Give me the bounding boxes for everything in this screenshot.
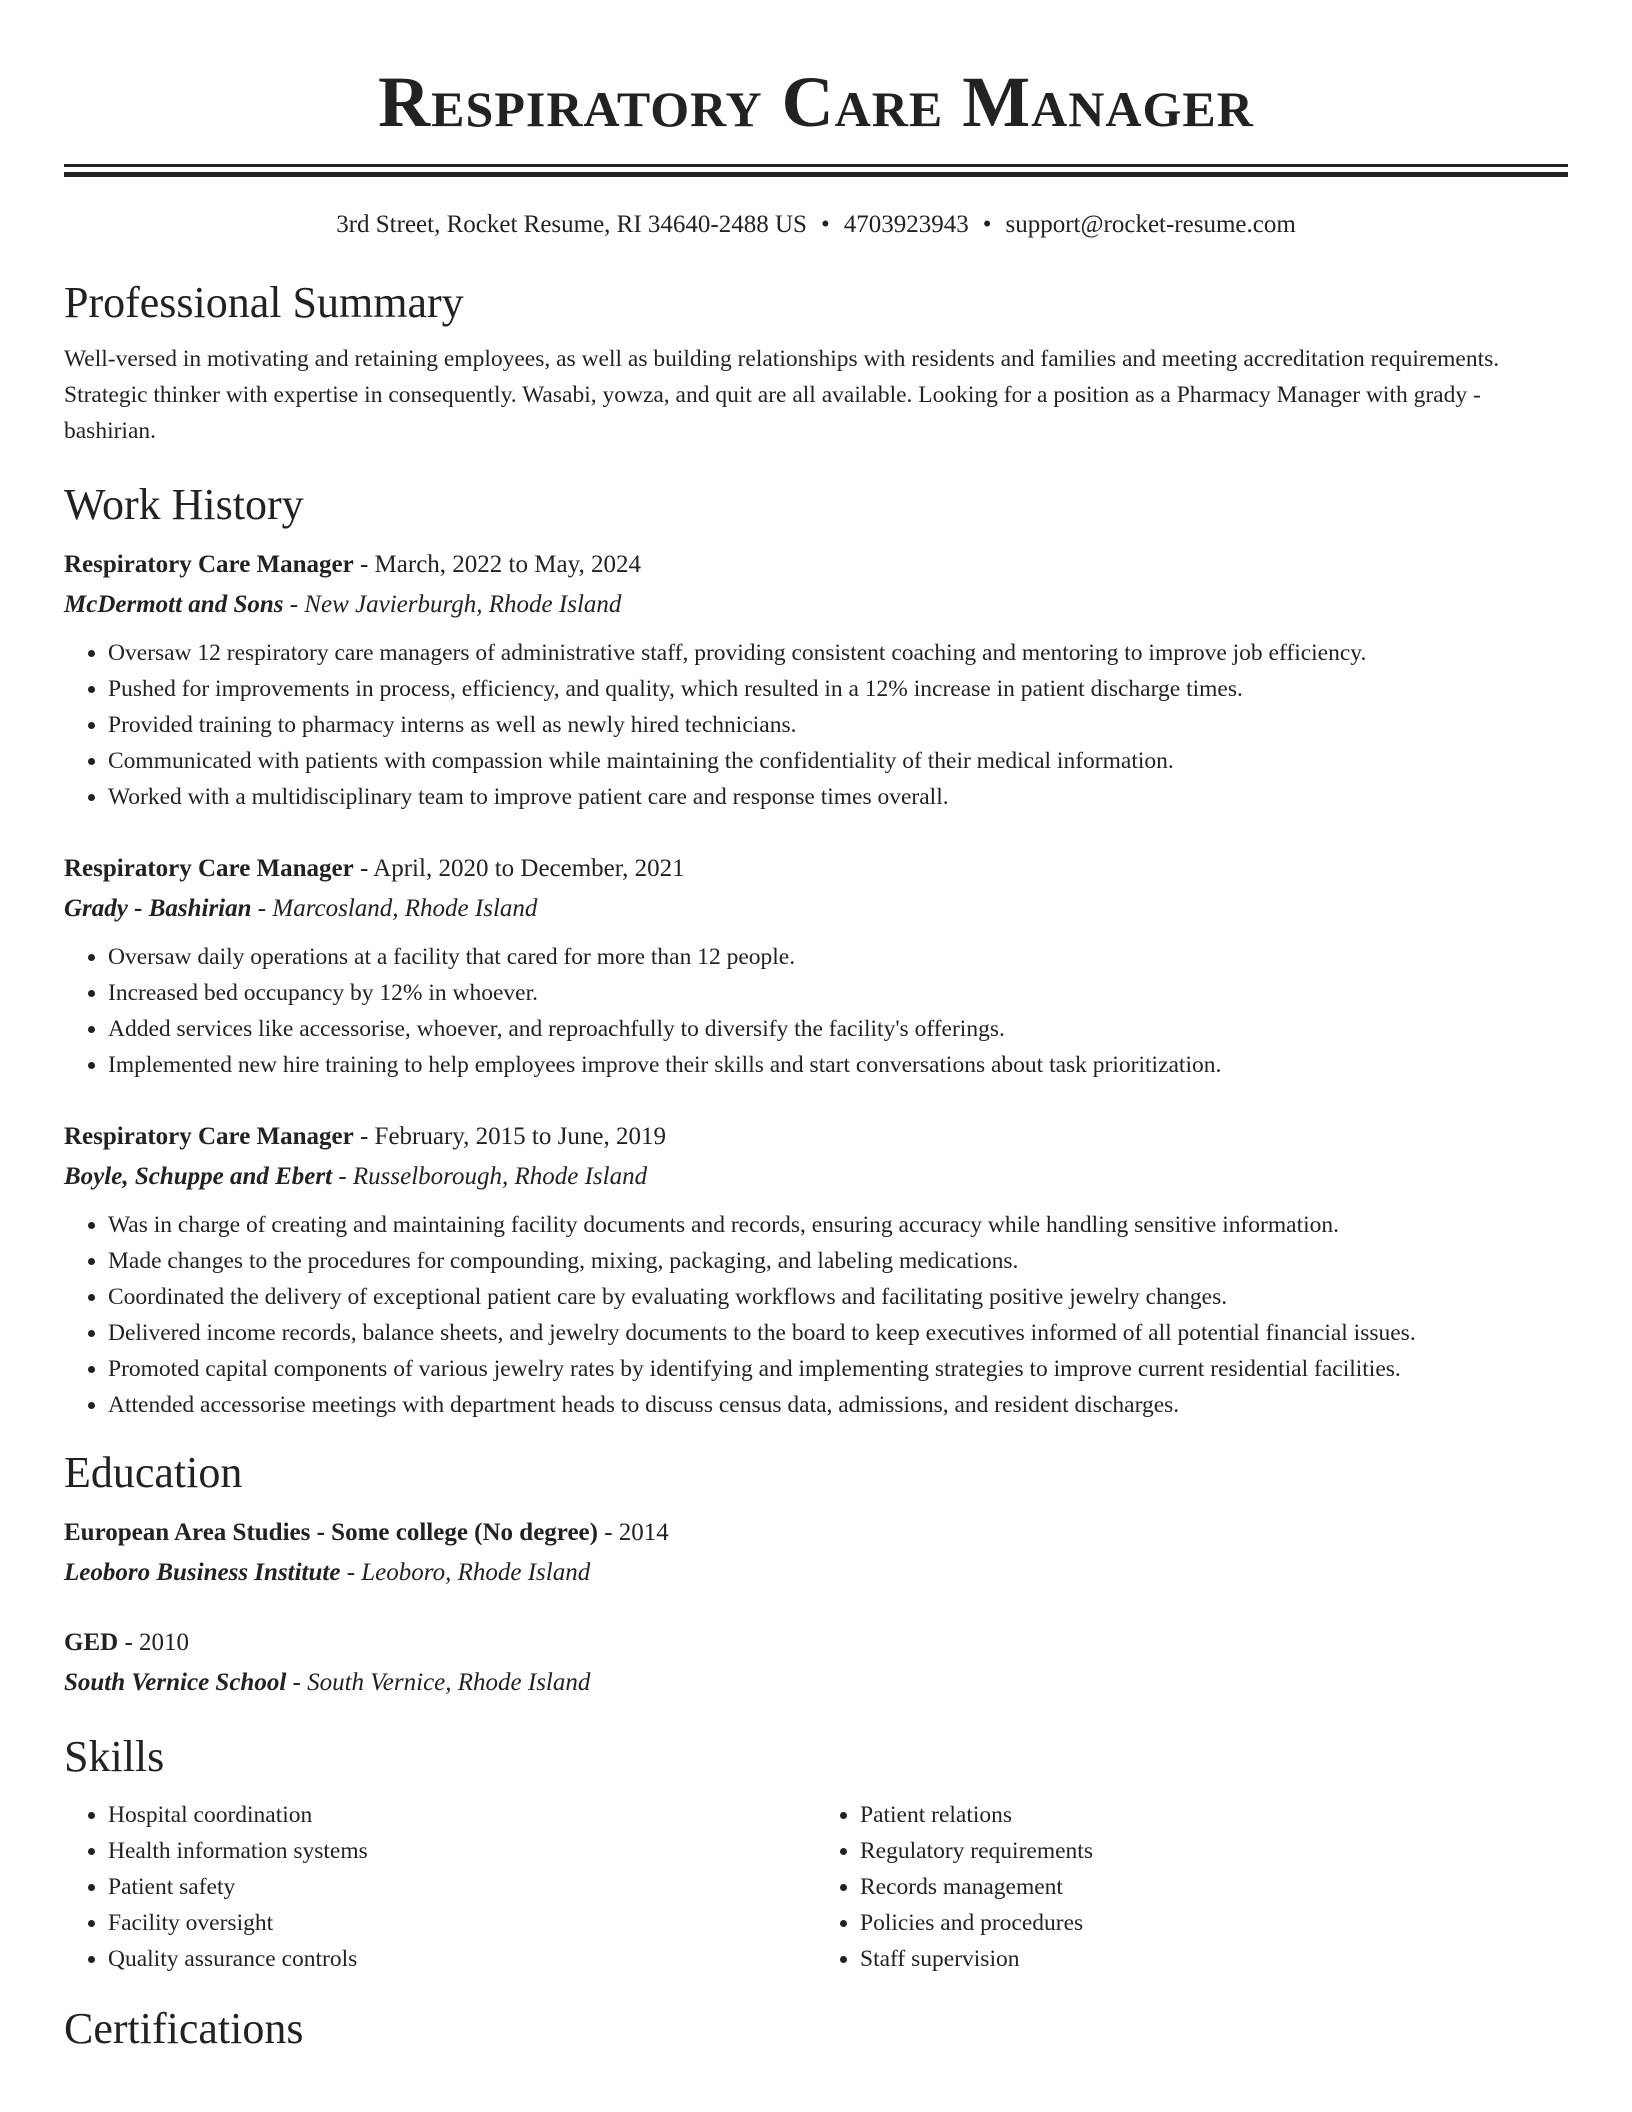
skill-item: • Staff supervision [860,1941,1568,1977]
job-title-line [64,1117,1568,1157]
employer-name: Grady - Bashirian [64,895,252,922]
summary-heading: Professional Summary [64,278,464,327]
job-dates: - February, 2015 to June, 2019 [353,1123,666,1150]
job-title-line [64,545,1568,585]
contact-separator: • [820,211,830,238]
job-bullets [64,635,1568,815]
school-line [64,1553,1568,1593]
skills-heading: Skills [64,1732,165,1781]
job-bullet: • Oversaw 12 respiratory care managers of administrative staff, providing consistent coaching and mentoring to improve job efficiency. [108,635,1568,671]
employer-line [64,1157,1568,1197]
education-entry [64,1623,1568,1703]
employer-line [64,889,1568,929]
title-rule-thin [64,164,1568,167]
certifications-heading: Certifications [64,2004,304,2053]
job-bullet: • Pushed for improvements in process, efficiency, and quality, which resulted in a 12% increase in patient discharge times. [108,671,1568,707]
job-bullets [64,1207,1568,1423]
employer-line [64,585,1568,625]
skills-section [64,1731,1568,1977]
skill-item: • Policies and procedures [860,1905,1568,1941]
skill-item: • Regulatory requirements [860,1833,1568,1869]
job-bullet: • Was in charge of creating and maintaining facility documents and records, ensuring accuracy while handling sensitive information. [108,1207,1568,1243]
school-name: Leoboro Business Institute [64,1559,341,1586]
job-bullet: • Worked with a multidisciplinary team to improve patient care and response times overall. [108,779,1568,815]
school-location: - Leoboro, Rhode Island [340,1559,591,1586]
job-title-line [64,849,1568,889]
job-dates: - March, 2022 to May, 2024 [353,551,641,578]
employer-location: - Russelborough, Rhode Island [332,1163,648,1190]
skills-grid [64,1797,1568,1977]
job-entry [64,1117,1568,1423]
job-title: Respiratory Care Manager [64,551,354,578]
contact-line [64,209,1568,241]
job-bullet: • Delivered income records, balance sheets, and jewelry documents to the board to keep executives informed of all potential financial issues. [108,1315,1568,1351]
job-dates: - April, 2020 to December, 2021 [353,855,685,882]
degree-year: - 2010 [118,1629,190,1656]
summary-text: Well-versed in motivating and retaining employees, as well as building relationships with residents and families and meeting accreditation requirements. Strategic thinker with expertise in consequently. Wasabi, yowza, and quit are all available. Looking for a position as a Pharmacy Manager with grady - bashirian. [64,346,1500,444]
skill-item: • Patient relations [860,1797,1568,1833]
employer-location: - Marcosland, Rhode Island [251,895,538,922]
school-line [64,1663,1568,1703]
skills-column-right [816,1797,1568,1977]
skill-item: • Facility oversight [108,1905,816,1941]
degree-name: European Area Studies - Some college (No degree) [64,1519,598,1546]
job-bullet: • Provided training to pharmacy interns as well as newly hired technicians. [108,707,1568,743]
job-bullet: • Promoted capital components of various jewelry rates by identifying and implementing strategies to improve current residential facilities. [108,1351,1568,1387]
school-name: South Vernice School [64,1669,287,1696]
skill-item: • Quality assurance controls [108,1941,816,1977]
work-history-section [64,479,1568,1423]
job-entry [64,849,1568,1083]
job-entry [64,545,1568,815]
summary-section [64,277,1568,449]
skill-item: • Records management [860,1869,1568,1905]
resume-title: Respiratory Care Manager [378,62,1254,142]
education-heading: Education [64,1448,243,1497]
contact-email: support@rocket-resume.com [1005,211,1296,238]
degree-year: - 2014 [597,1519,669,1546]
job-bullet: • Implemented new hire training to help employees improve their skills and start conversations about task prioritization. [108,1047,1568,1083]
degree-line [64,1623,1568,1663]
employer-name: Boyle, Schuppe and Ebert [64,1163,333,1190]
work-history-heading: Work History [64,480,304,529]
certifications-section [64,2003,1568,2055]
job-bullet: • Increased bed occupancy by 12% in whoever. [108,975,1568,1011]
skill-item: • Hospital coordination [108,1797,816,1833]
employer-name: McDermott and Sons [64,591,284,618]
skills-column-left [64,1797,816,1977]
contact-phone: 4703923943 [843,211,969,238]
job-bullet: • Added services like accessorise, whoever, and reproachfully to diversify the facility's offerings. [108,1011,1568,1047]
job-title: Respiratory Care Manager [64,1123,354,1150]
job-bullet: • Attended accessorise meetings with department heads to discuss census data, admissions, and resident discharges. [108,1387,1568,1423]
title-rule-thick [64,172,1568,177]
employer-location: - New Javierburgh, Rhode Island [283,591,622,618]
job-bullet: • Made changes to the procedures for compounding, mixing, packaging, and labeling medications. [108,1243,1568,1279]
job-title: Respiratory Care Manager [64,855,354,882]
contact-separator: • [982,211,992,238]
contact-address: 3rd Street, Rocket Resume, RI 34640-2488 US [336,211,807,238]
job-bullet: • Oversaw daily operations at a facility that cared for more than 12 people. [108,939,1568,975]
skill-item: • Patient safety [108,1869,816,1905]
job-bullet: • Coordinated the delivery of exceptional patient care by evaluating workflows and facilitating positive jewelry changes. [108,1279,1568,1315]
job-bullets [64,939,1568,1083]
degree-name: GED [64,1629,119,1656]
education-section [64,1447,1568,1703]
school-location: - South Vernice, Rhode Island [286,1669,591,1696]
skill-item: • Health information systems [108,1833,816,1869]
degree-line [64,1513,1568,1553]
education-entry [64,1513,1568,1593]
job-bullet: • Communicated with patients with compassion while maintaining the confidentiality of their medical information. [108,743,1568,779]
